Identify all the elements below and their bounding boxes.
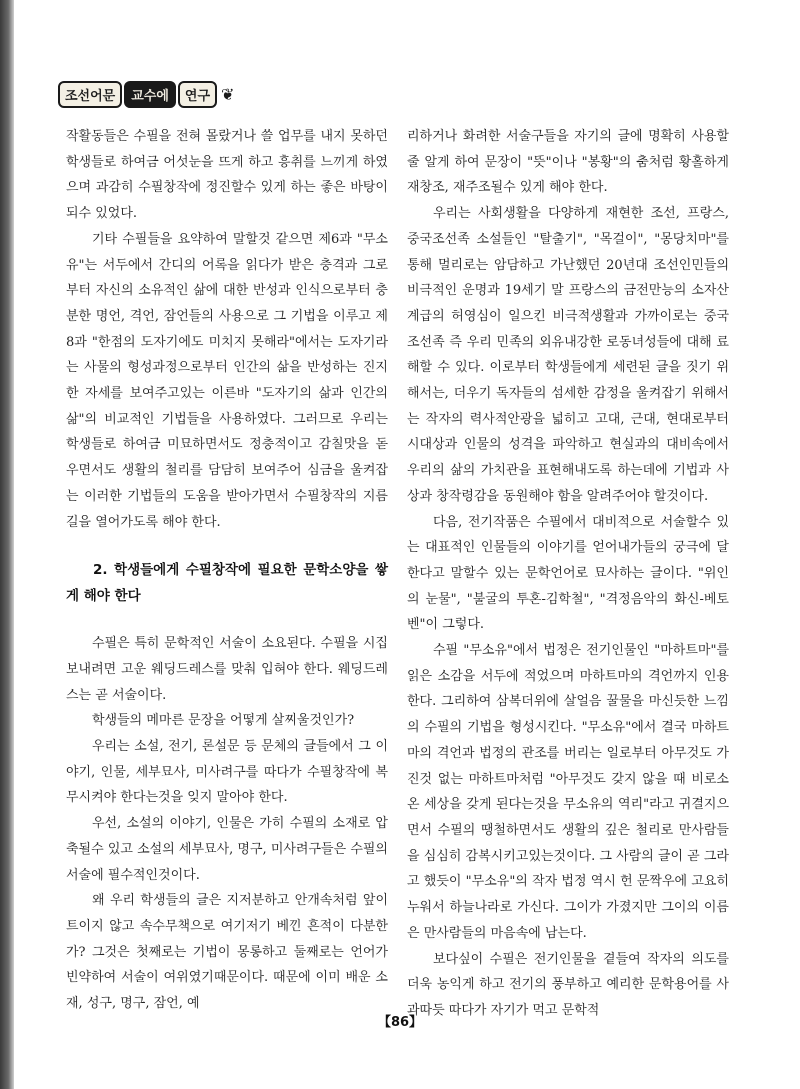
header-title-part-2: 교수에 <box>124 81 176 108</box>
paragraph: 보다싶이 수필은 전기인물을 곁들여 작자의 의도를 더욱 농익게 하고 전기의 풍부하고 예리한 문학용어를 사과따듯 따다가 자기가 먹고 문학적 <box>407 951 729 1018</box>
paragraph: 수필은 특히 문학적인 서술이 소요된다. 수필을 시집보내려면 고운 웨딩드레스를 맞춰 입혀야 한다. 웨딩드레스는 곧 서술이다. <box>66 636 388 703</box>
paragraph: 다음, 전기작품은 수필에서 대비적으로 서술할수 있는 대표적인 인물들의 이야기를 얻어내가들의 궁극에 달한다고 말할수 있는 문학언어로 묘사하는 글이다. "위인의 눈물", "불굴의 투혼-김학철", "격정음악의 화신-베토벤"이 그렇다. <box>407 514 729 633</box>
paragraph: 왜 우리 학생들의 글은 지저분하고 안개속처럼 앞이 트이지 않고 속수무책으로 여기저기 베낀 흔적이 다분한가? 그것은 첫째로는 기법이 몽롱하고 둘째로는 언어가 빈약하여 서술이 여위였기때문이다. 때문에 이미 배운 소재, 성구, 명구, 잠언, 예 <box>66 893 388 1012</box>
paragraph: 기타 수필들을 요약하여 말할것 같으면 제6과 "무소유"는 서두에서 간디의 어록을 읽다가 받은 충격과 그로부터 자신의 소유적인 삶에 대한 반성과 인식으로부터 충분한 명언, 격언, 잠언들의 사용으로 그 기법을 이루고 제8과 "한점의 도자기에도 미치지 못해라"에서는 도자기라는 사물의 형성과정으로부터 인간의 삶을 반성하는 진지한 자세를 보여주고있는 이른바 "도자기의 삶과 인간의 삶"의 비교적인 기법들을 사용하였다. 그러므로 우리는 학생들로 하여금 미묘하면서도 정충적이고 감칠맛을 돋우면서도 생활의 철리를 담담히 보여주어 심금을 울켜잡는 이러한 기법들의 도움을 받아가면서 수필창작의 지름길을 열어가도록 해야 한다. <box>66 231 388 530</box>
section-heading: 2. 학생들에게 수필창작에 필요한 문학소양을 쌓게 해야 한다 <box>66 562 388 605</box>
book-binding-edge <box>0 0 14 1089</box>
page-number: 【86】 <box>377 1015 423 1030</box>
header-title-part-1: 조선어문 <box>58 81 122 108</box>
journal-header <box>58 80 234 108</box>
paragraph: 우선, 소설의 이야기, 인물은 가히 수필의 소재로 압축될수 있고 소설의 세부묘사, 명구, 미사려구들은 수필의 서술에 필수적인것이다. <box>66 816 388 883</box>
paragraph: 우리는 사회생활을 다양하게 재현한 조선, 프랑스, 중국조선족 소설들인 "탈출기", "목걸이", "몽당치마"를 통해 멀리로는 암담하고 가난했던 20년대 조선인민들의 비극적인 운명과 19세기 말 프랑스의 금전만능의 소자산계급의 허영심이 일으킨 비극적생활과 가까이로는 중국조선족 즉 우리 민족의 외유내강한 로동녀성들에 대해 료해할 수 있다. 이로부터 학생들에게 세련된 글을 짓기 위해서는, 더우기 독자들의 섬세한 감정을 울켜잡기 위해서는 작자의 력사적안광을 넓히고 고대, 근대, 현대로부터 시대상과 인물의 성격을 파악하고 현실과의 대비속에서 우리의 삶의 가치관을 표현해내도록 하는데에 기법과 사상과 창작령감을 동원해야 함을 알려주어야 할것이다. <box>407 206 729 504</box>
left-text-column <box>66 124 388 1017</box>
paragraph: 작활동들은 수필을 전혀 몰랐거나 쓸 업무를 내지 못하던 학생들로 하여금 어섯눈을 뜨게 하고 흥취를 느끼게 하였으며 과감히 수필창작에 정진할수 있게 하는 좋은 바탕이 되수 있었다. <box>66 129 388 222</box>
paragraph: 리하거나 화려한 서술구들을 자기의 글에 명확히 사용할줄 알게 하여 문장이 "뜻"이나 "봉황"의 춤처럼 황홀하게 재창조, 재주조될수 있게 해야 한다. <box>407 129 729 196</box>
right-text-column <box>407 124 729 1024</box>
swirl-ornament-icon: ❦ <box>221 84 235 104</box>
header-title-part-3: 연구 <box>178 81 217 108</box>
paragraph: 수필 "무소유"에서 법정은 전기인물인 "마하트마"를 읽은 소감을 서두에 적었으며 마하트마의 격언까지 인용한다. 그리하여 삼복더위에 살얼음 꿀물을 마신듯한 느낌의 수필의 기법을 형성시킨다. "무소유"에서 결국 마하트마의 격언과 법정의 관조를 버리는 일로부터 아무것도 가진것 없는 마하트마처럼 "아무것도 갖지 않을 때 비로소 온 세상을 갖게 된다는것을 무소유의 역리"라고 귀결지으면서 수필의 땡철하면서도 생활의 깊은 철리로 만사람들을 심심히 감복시키고있는것이다. 그 사람의 글이 곧 그라고 했듯이 "무소유"의 작자 법정 역시 헌 문짝우에 고요히 누워서 하늘나라로 가신다. 그이가 가졌지만 그이의 이름은 만사람들의 마음속에 남는다. <box>407 643 729 941</box>
paragraph: 우리는 소설, 전기, 론설문 등 문체의 글들에서 그 이야기, 인물, 세부묘사, 미사려구를 따다가 수필창작에 복무시켜야 한다는것을 잊지 말아야 한다. <box>66 739 388 806</box>
paragraph: 학생들의 메마른 문장을 어떻게 살찌울것인가? <box>92 713 355 729</box>
